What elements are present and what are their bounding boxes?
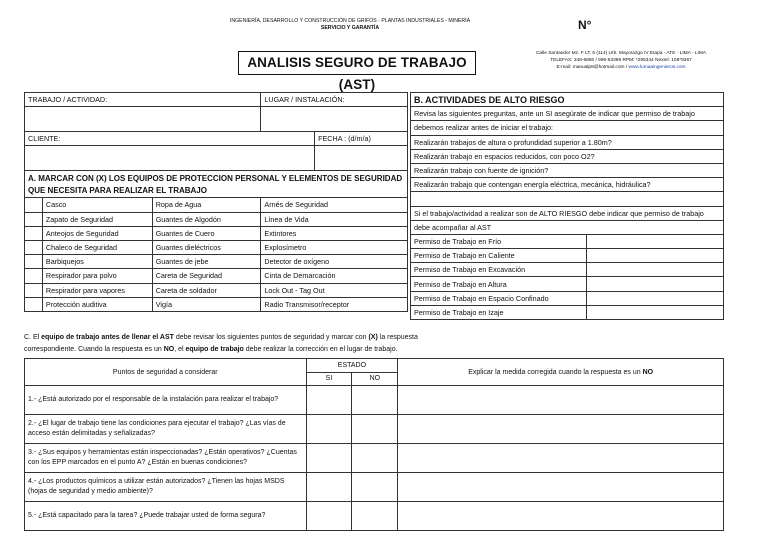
permit-row — [411, 249, 724, 263]
fecha-field[interactable] — [315, 146, 408, 171]
col-estado-header: ESTADO — [306, 359, 398, 373]
safety-point-row — [25, 415, 724, 444]
ppe-item[interactable]: Guantes dieléctricos — [152, 240, 261, 254]
ppe-mark-cell[interactable] — [25, 212, 43, 226]
risk-question: Realizarán trabajo con fuente de ignición? — [411, 163, 724, 177]
section-b-intro: Revisa las siguientes preguntas, ante un SI asegúrate de indicar que permiso de trabajo — [411, 107, 724, 121]
permit-mark-cell[interactable] — [586, 277, 723, 291]
section-b-note: debe acompañar al AST — [411, 220, 724, 234]
ppe-item[interactable]: Respirador para vapores — [42, 283, 152, 297]
correction-cell[interactable] — [398, 502, 724, 531]
ppe-list — [25, 198, 408, 312]
answer-no-cell[interactable] — [352, 444, 398, 473]
ppe-item[interactable]: Protección auditiva — [42, 297, 152, 311]
safety-point-text: 4.- ¿Los productos químicos a utilizar están autorizados? ¿Tienen las hojas MSDS (hojas de seguridad y medio ambiente)? — [25, 473, 307, 502]
answer-si-cell[interactable] — [306, 415, 352, 444]
document-number-label: N° — [578, 18, 592, 32]
answer-no-cell[interactable] — [352, 502, 398, 531]
contact-email — [504, 64, 738, 71]
lugar-label: LUGAR / INSTALACIÓN: — [261, 93, 408, 107]
permit-mark-cell[interactable] — [586, 305, 723, 319]
ppe-item[interactable]: Casco — [42, 198, 152, 212]
ppe-row — [25, 198, 408, 212]
ppe-mark-cell[interactable] — [25, 269, 43, 283]
col-points-header: Puntos de seguridad a considerar — [25, 359, 307, 386]
ppe-mark-cell[interactable] — [25, 226, 43, 240]
ppe-row — [25, 269, 408, 283]
ppe-mark-cell[interactable] — [25, 198, 43, 212]
correction-cell[interactable] — [398, 473, 724, 502]
safety-point-text: 1.- ¿Está autorizado por el responsable de la instalación para realizar el trabajo? — [25, 386, 307, 415]
safety-point-row — [25, 502, 724, 531]
ppe-item[interactable]: Zapato de Seguridad — [42, 212, 152, 226]
safety-point-text: 3.- ¿Sus equipos y herramientas están inspeccionadas? ¿Están operativos? ¿Cuentas con los EPP marcados en el punto A? ¿Están en buenas condiciones? — [25, 444, 307, 473]
ppe-mark-cell[interactable] — [25, 283, 43, 297]
section-a-title: A. MARCAR CON (X) LOS EQUIPOS DE PROTECCION PERSONAL Y ELEMENTOS DE SEGURIDAD QUE NECESITA PARA REALIZAR EL TRABAJO — [25, 171, 408, 198]
risk-question: Realizarán trabajo que contengan energía eléctrica, mecánica, hidráulica? — [411, 178, 724, 192]
fecha-label: FECHA : (d/m/a) — [315, 132, 408, 146]
text-bold: NO — [163, 346, 175, 353]
contact-email-text: E-mail: manualp8@hotmail.com / — [556, 65, 629, 70]
section-b-table — [410, 92, 724, 320]
permit-label: Permiso de Trabajo en Espacio Confinado — [411, 291, 587, 305]
permit-row — [411, 263, 724, 277]
company-header — [200, 18, 500, 32]
section-c-intro — [24, 332, 724, 356]
text-bold: (X) — [368, 334, 378, 341]
safety-points — [25, 386, 724, 531]
ppe-item[interactable]: Guantes de Cuero — [152, 226, 261, 240]
safety-point-text: 5.- ¿Está capacitado para la tarea? ¿Puede trabajar usted de forma segura? — [25, 502, 307, 531]
cliente-label: CLIENTE: — [25, 132, 315, 146]
ppe-item[interactable]: Vigía — [152, 297, 261, 311]
text: correspondiente. Cuando la respuesta es un — [24, 346, 164, 353]
answer-si-cell[interactable] — [306, 444, 352, 473]
permit-mark-cell[interactable] — [586, 263, 723, 277]
col-si-header: SI — [306, 372, 352, 386]
text: C. El — [24, 334, 42, 341]
ppe-item[interactable]: Ropa de Agua — [152, 198, 261, 212]
permit-label: Permiso de Trabajo en Izaje — [411, 305, 587, 319]
permit-mark-cell[interactable] — [586, 234, 723, 248]
risk-question: Realizarán trabajo en espacios reducidos, con poco O2? — [411, 149, 724, 163]
permit-label: Permiso de Trabajo en Altura — [411, 277, 587, 291]
ppe-mark-cell[interactable] — [25, 255, 43, 269]
text-bold: equipo de trabajo antes de llenar el AST — [41, 334, 174, 341]
ppe-item[interactable]: Detector de oxígeno — [261, 255, 408, 269]
answer-si-cell[interactable] — [306, 386, 352, 415]
website-link[interactable]: www.lumaaingenieros.com — [628, 65, 686, 70]
answer-no-cell[interactable] — [352, 415, 398, 444]
safety-point-row — [25, 473, 724, 502]
text: Explicar la medida corregida cuando la respuesta es un — [468, 368, 643, 376]
ppe-item[interactable]: Barbiquejos — [42, 255, 152, 269]
col-no-header: NO — [352, 372, 398, 386]
company-tagline: SERVICIO Y GARANTÍA — [320, 25, 380, 31]
page-title: ANALISIS SEGURO DE TRABAJO (AST) — [238, 51, 476, 75]
safety-point-row — [25, 444, 724, 473]
permit-mark-cell[interactable] — [586, 291, 723, 305]
ppe-row — [25, 283, 408, 297]
permit-label: Permiso de Trabajo en Excavación — [411, 263, 587, 277]
permit-list — [411, 234, 724, 319]
correction-cell[interactable] — [398, 386, 724, 415]
text-bold: equipo de trabajo — [185, 346, 244, 353]
ppe-mark-cell[interactable] — [25, 297, 43, 311]
section-a-table — [24, 92, 408, 312]
section-c-line — [24, 344, 724, 356]
ppe-item[interactable]: Lock Out - Tag Out — [261, 283, 408, 297]
blank-row — [411, 192, 724, 206]
ppe-item[interactable]: Cinta de Demarcación — [261, 269, 408, 283]
ppe-row — [25, 226, 408, 240]
ppe-item[interactable]: Anteojos de Seguridad — [42, 226, 152, 240]
ppe-item[interactable]: Careta de soldador — [152, 283, 261, 297]
ppe-item[interactable]: Guantes de jebe — [152, 255, 261, 269]
correction-cell[interactable] — [398, 415, 724, 444]
ppe-row — [25, 240, 408, 254]
permit-row — [411, 234, 724, 248]
ppe-item[interactable]: Explosímetro — [261, 240, 408, 254]
permit-mark-cell[interactable] — [586, 249, 723, 263]
ppe-item[interactable]: Guantes de Algodón — [152, 212, 261, 226]
ppe-row — [25, 297, 408, 311]
safety-point-row — [25, 386, 724, 415]
text: , el — [174, 346, 186, 353]
ppe-item[interactable]: Arnés de Seguridad — [261, 198, 408, 212]
ppe-item[interactable]: Respirador para polvo — [42, 269, 152, 283]
col-explain-header — [398, 359, 724, 386]
correction-cell[interactable] — [398, 444, 724, 473]
ppe-item[interactable]: Careta de Seguridad — [152, 269, 261, 283]
ppe-item[interactable]: Extintores — [261, 226, 408, 240]
company-line: INGENIERÍA, DESARROLLO Y CONSTRUCCIÓN DE GRIFOS - PLANTAS INDUSTRIALES - MINERÍA — [229, 18, 471, 24]
section-b-note: Si el trabajo/actividad a realizar son de ALTO RIESGO debe indicar que permiso de trabajo — [411, 206, 724, 220]
contact-address: Calle Santander Mz. F LT. 6 (114) Urb. Mayorazgo IV Etapa - ATE - LIMA - LIMA — [535, 51, 707, 56]
permit-row — [411, 305, 724, 319]
permit-row — [411, 291, 724, 305]
ppe-row — [25, 255, 408, 269]
section-c-line — [24, 332, 724, 344]
text: debe revisar los siguientes puntos de seguridad y marcar con — [173, 334, 369, 341]
answer-si-cell[interactable] — [306, 502, 352, 531]
ppe-item[interactable]: Línea de Vida — [261, 212, 408, 226]
cliente-field[interactable] — [25, 146, 315, 171]
section-c-table — [24, 358, 724, 531]
answer-no-cell[interactable] — [352, 386, 398, 415]
text: debe realizar la corrección en el lugar de trabajo. — [243, 346, 398, 353]
ppe-item[interactable]: Chaleco de Seguridad — [42, 240, 152, 254]
risk-question: Realizarán trabajos de altura o profundidad superior a 1.80m? — [411, 135, 724, 149]
text: la respuesta — [377, 334, 418, 341]
ppe-mark-cell[interactable] — [25, 240, 43, 254]
ppe-row — [25, 212, 408, 226]
permit-label: Permiso de Trabajo en Frío — [411, 234, 587, 248]
text-bold: NO — [642, 368, 654, 376]
safety-point-text: 2.- ¿El lugar de trabajo tiene las condiciones para ejecutar el trabajo? ¿Las vías de acceso están delimitadas y señalizadas? — [25, 415, 307, 444]
permit-label: Permiso de Trabajo en Caliente — [411, 249, 587, 263]
answer-no-cell[interactable] — [352, 473, 398, 502]
lugar-field[interactable] — [261, 107, 408, 132]
permit-row — [411, 277, 724, 291]
ppe-item[interactable]: Radio Transmisor/receptor — [261, 297, 408, 311]
contact-block — [504, 50, 738, 71]
contact-phone: TELEFAX: 348-5850 / 996-63369 RPM: *295344 Nextel: 108*9367 — [550, 58, 692, 63]
trabajo-field[interactable] — [25, 107, 261, 132]
section-b-intro: debemos realizar antes de iniciar el trabajo: — [411, 121, 724, 135]
trabajo-label: TRABAJO / ACTIVIDAD: — [25, 93, 261, 107]
answer-si-cell[interactable] — [306, 473, 352, 502]
section-b-title: B. ACTIVIDADES DE ALTO RIESGO — [411, 93, 724, 107]
